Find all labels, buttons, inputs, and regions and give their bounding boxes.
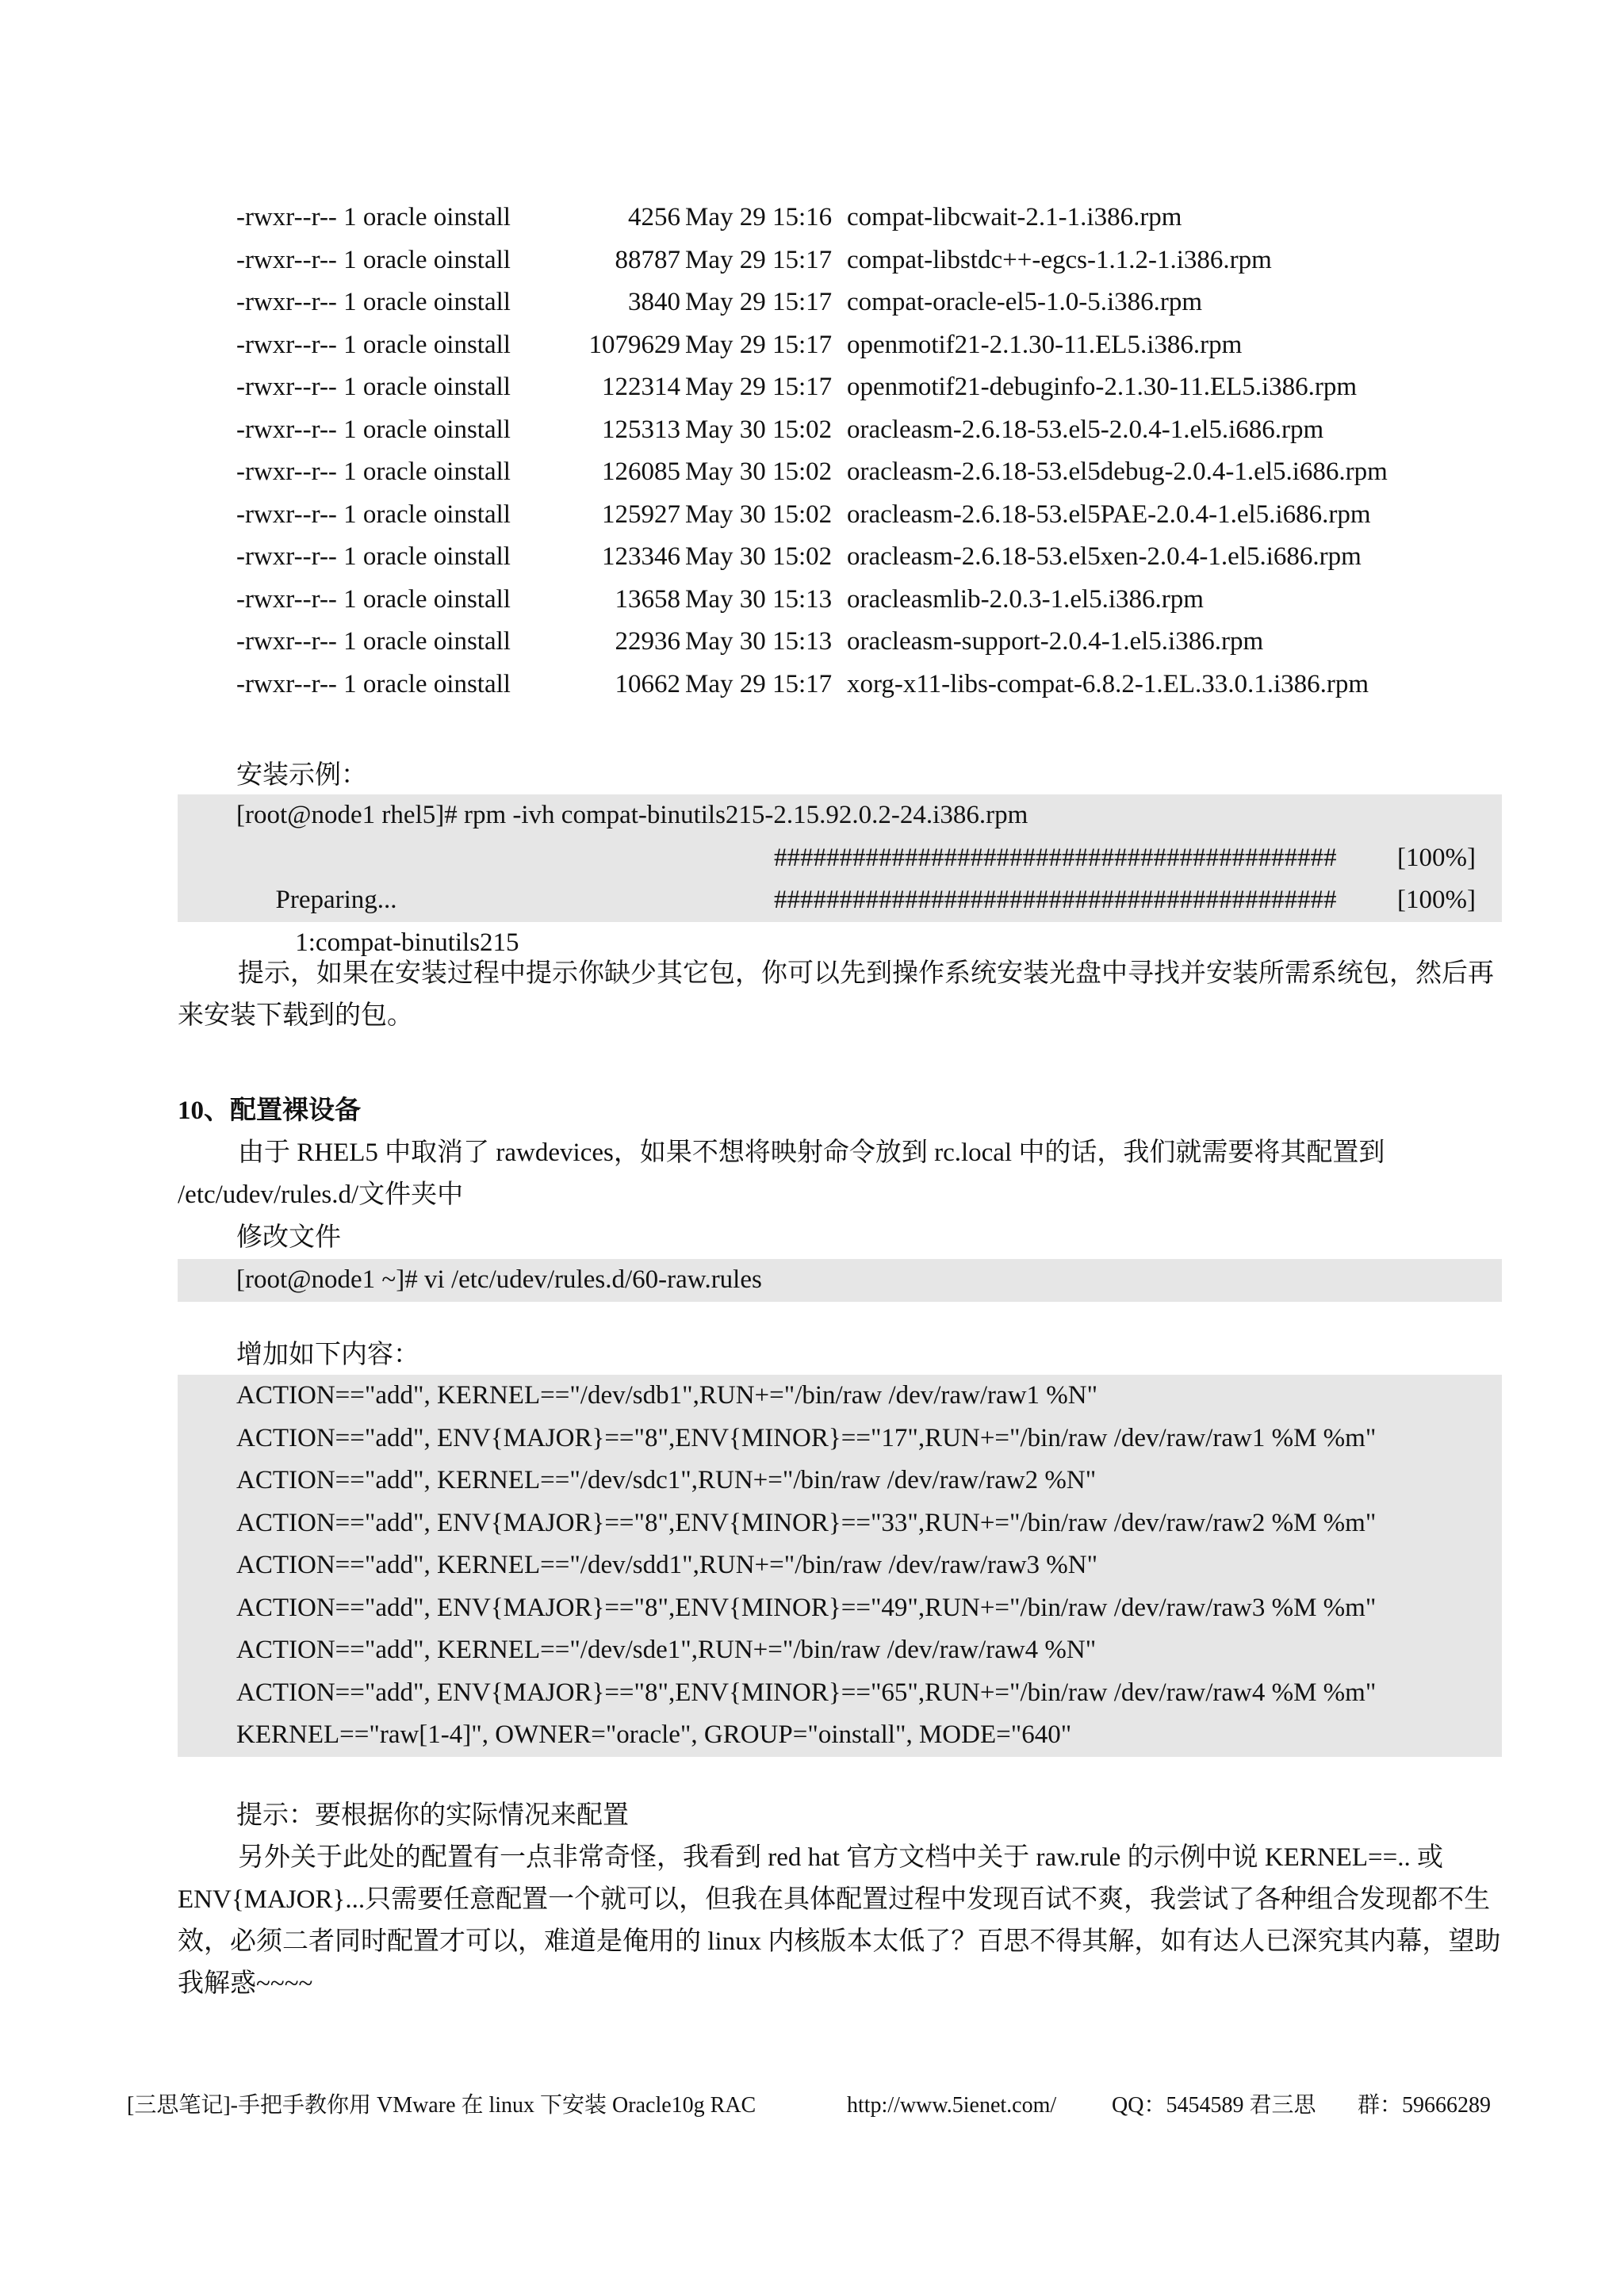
listing-date: May 29 15:17 bbox=[685, 288, 833, 316]
udev-rule-line: ACTION=="add", ENV{MAJOR}=="8",ENV{MINOR}=="49",RUN+="/bin/raw /dev/raw/raw3 %M %m" bbox=[236, 1593, 1377, 1622]
listing-date: May 29 15:17 bbox=[685, 330, 833, 359]
listing-date: May 30 15:02 bbox=[685, 542, 833, 571]
footer-qq: QQ：5454589 君三思 bbox=[1112, 2093, 1316, 2118]
section-heading: 10、配置裸设备 bbox=[178, 1096, 361, 1125]
listing-filename: compat-oracle-el5-1.0-5.i386.rpm bbox=[847, 288, 1203, 316]
listing-perm: -rwxr--r-- 1 oracle oinstall bbox=[236, 415, 511, 444]
listing-date: May 30 15:02 bbox=[685, 457, 833, 486]
udev-rule-line: KERNEL=="raw[1-4]", OWNER="oracle", GROUP="oinstall", MODE="640" bbox=[236, 1720, 1072, 1749]
listing-filename: oracleasm-2.6.18-53.el5xen-2.0.4-1.el5.i686.rpm bbox=[847, 542, 1362, 571]
listing-filename: openmotif21-debuginfo-2.1.30-11.EL5.i386.rpm bbox=[847, 373, 1358, 401]
listing-filename: oracleasmlib-2.0.3-1.el5.i386.rpm bbox=[847, 584, 1204, 614]
modify-code-block bbox=[178, 1259, 1502, 1302]
listing-size: 3840 bbox=[628, 288, 680, 316]
udev-rule-line: ACTION=="add", ENV{MAJOR}=="8",ENV{MINOR}=="17",RUN+="/bin/raw /dev/raw/raw1 %M %m" bbox=[236, 1423, 1377, 1452]
listing-size: 10662 bbox=[615, 669, 680, 698]
listing-size: 125927 bbox=[602, 499, 680, 529]
listing-filename: oracleasm-support-2.0.4-1.el5.i386.rpm bbox=[847, 627, 1264, 656]
listing-size: 4256 bbox=[628, 203, 680, 232]
listing-perm: -rwxr--r-- 1 oracle oinstall bbox=[236, 245, 511, 274]
footer-group: 群：59666289 bbox=[1358, 2093, 1492, 2118]
listing-perm: -rwxr--r-- 1 oracle oinstall bbox=[236, 499, 511, 529]
listing-perm: -rwxr--r-- 1 oracle oinstall bbox=[236, 330, 511, 359]
listing-date: May 29 15:17 bbox=[685, 245, 833, 274]
listing-size: 88787 bbox=[615, 245, 680, 274]
listing-date: May 30 15:02 bbox=[685, 499, 833, 529]
listing-perm: -rwxr--r-- 1 oracle oinstall bbox=[236, 584, 511, 614]
listing-filename: oracleasm-2.6.18-53.el5-2.0.4-1.el5.i686.rpm bbox=[847, 415, 1324, 444]
udev-rule-line: ACTION=="add", ENV{MAJOR}=="8",ENV{MINOR}=="33",RUN+="/bin/raw /dev/raw/raw2 %M %m" bbox=[236, 1508, 1377, 1537]
code-line bbox=[178, 837, 1502, 914]
code-line: [root@node1 ~]# vi /etc/udev/rules.d/60-raw.rules bbox=[236, 1265, 762, 1294]
listing-perm: -rwxr--r-- 1 oracle oinstall bbox=[236, 542, 511, 571]
listing-perm: -rwxr--r-- 1 oracle oinstall bbox=[236, 288, 511, 316]
rules-code-block bbox=[178, 1375, 1502, 1757]
code-line: [root@node1 rhel5]# rpm -ivh compat-binutils215-2.15.92.0.2-24.i386.rpm bbox=[236, 801, 1028, 829]
code-line bbox=[178, 879, 1502, 957]
footer-title: [三思笔记]-手把手教你用 VMware 在 linux 下安装 Oracle10g RAC bbox=[127, 2093, 756, 2118]
code-pkg-label: 1:compat-binutils215 bbox=[275, 928, 519, 957]
listing-filename: openmotif21-2.1.30-11.EL5.i386.rpm bbox=[847, 330, 1243, 359]
code-pkg-pct: [100%] bbox=[1397, 886, 1476, 914]
section-intro: 由于 RHEL5 中取消了 rawdevices，如果不想将映射命令放到 rc.local 中的话，我们就需要将其配置到 /etc/udev/rules.d/文件夹中 bbox=[178, 1138, 1385, 1209]
udev-rule-line: ACTION=="add", KERNEL=="/dev/sdc1",RUN+="/bin/raw /dev/raw/raw2 %N" bbox=[236, 1466, 1097, 1494]
listing-perm: -rwxr--r-- 1 oracle oinstall bbox=[236, 457, 511, 486]
tip-configure: 提示：要根据你的实际情况来配置 bbox=[236, 1801, 629, 1830]
tip-missing-packages: 提示，如果在安装过程中提示你缺少其它包，你可以先到操作系统安装光盘中寻找并安装所需系统包，然后再来安装下载到的包。 bbox=[178, 959, 1494, 1030]
code-pkg-hash: ########################################### bbox=[774, 886, 1337, 914]
config-note: 另外关于此处的配置有一点非常奇怪，我看到 red hat 官方文档中关于 raw.rule 的示例中说 KERNEL==.. 或 ENV{MAJOR}...只需要任意配置一个就可以，但我在具体配置过程中发现百试不爽，我尝试了各种组合发现都不生效，必须二者同时配置才可以，难道是俺用的 linux 内核版本太低了？百思不得其解，如有达人已深究其内幕，望助我解惑~~~~ bbox=[178, 1843, 1501, 1998]
listing-date: May 29 15:17 bbox=[685, 669, 833, 698]
add-content-label: 增加如下内容： bbox=[236, 1341, 419, 1369]
listing-perm: -rwxr--r-- 1 oracle oinstall bbox=[236, 203, 511, 232]
code-prep-hash: ########################################### bbox=[774, 843, 1337, 872]
listing-date: May 29 15:17 bbox=[685, 373, 833, 401]
listing-date: May 30 15:02 bbox=[685, 415, 833, 444]
modify-file-label: 修改文件 bbox=[236, 1223, 341, 1252]
listing-size: 125313 bbox=[602, 415, 680, 444]
listing-perm: -rwxr--r-- 1 oracle oinstall bbox=[236, 669, 511, 698]
listing-date: May 30 15:13 bbox=[685, 627, 833, 656]
listing-filename: compat-libcwait-2.1-1.i386.rpm bbox=[847, 203, 1182, 232]
udev-rule-line: ACTION=="add", ENV{MAJOR}=="8",ENV{MINOR}=="65",RUN+="/bin/raw /dev/raw/raw4 %M %m" bbox=[236, 1678, 1377, 1707]
listing-size: 122314 bbox=[602, 373, 680, 401]
udev-rule-line: ACTION=="add", KERNEL=="/dev/sde1",RUN+="/bin/raw /dev/raw/raw4 %N" bbox=[236, 1636, 1097, 1664]
listing-filename: compat-libstdc++-egcs-1.1.2-1.i386.rpm bbox=[847, 245, 1272, 274]
page-footer bbox=[127, 2090, 1507, 2280]
listing-date: May 29 15:16 bbox=[685, 203, 833, 232]
install-code-block bbox=[178, 794, 1502, 957]
udev-rule-line: ACTION=="add", KERNEL=="/dev/sdb1",RUN+="/bin/raw /dev/raw/raw1 %N" bbox=[236, 1381, 1098, 1410]
listing-size: 13658 bbox=[615, 584, 680, 614]
listing-filename: oracleasm-2.6.18-53.el5PAE-2.0.4-1.el5.i686.rpm bbox=[847, 499, 1371, 529]
listing-date: May 30 15:13 bbox=[685, 584, 833, 614]
udev-rule-line: ACTION=="add", KERNEL=="/dev/sdd1",RUN+="/bin/raw /dev/raw/raw3 %N" bbox=[236, 1551, 1098, 1579]
listing-perm: -rwxr--r-- 1 oracle oinstall bbox=[236, 373, 511, 401]
listing-size: 123346 bbox=[602, 542, 680, 571]
install-example-label: 安装示例： bbox=[236, 761, 367, 790]
listing-size: 22936 bbox=[615, 627, 680, 656]
code-prep-pct: [100%] bbox=[1397, 843, 1476, 872]
listing-filename: oracleasm-2.6.18-53.el5debug-2.0.4-1.el5.i686.rpm bbox=[847, 457, 1388, 486]
listing-size: 126085 bbox=[602, 457, 680, 486]
listing-filename: xorg-x11-libs-compat-6.8.2-1.EL.33.0.1.i386.rpm bbox=[847, 669, 1369, 698]
footer-url[interactable]: http://www.5ienet.com/ bbox=[847, 2093, 1057, 2118]
code-prep-label: Preparing... bbox=[275, 886, 397, 914]
listing-size: 1079629 bbox=[588, 330, 680, 359]
listing-perm: -rwxr--r-- 1 oracle oinstall bbox=[236, 627, 511, 656]
